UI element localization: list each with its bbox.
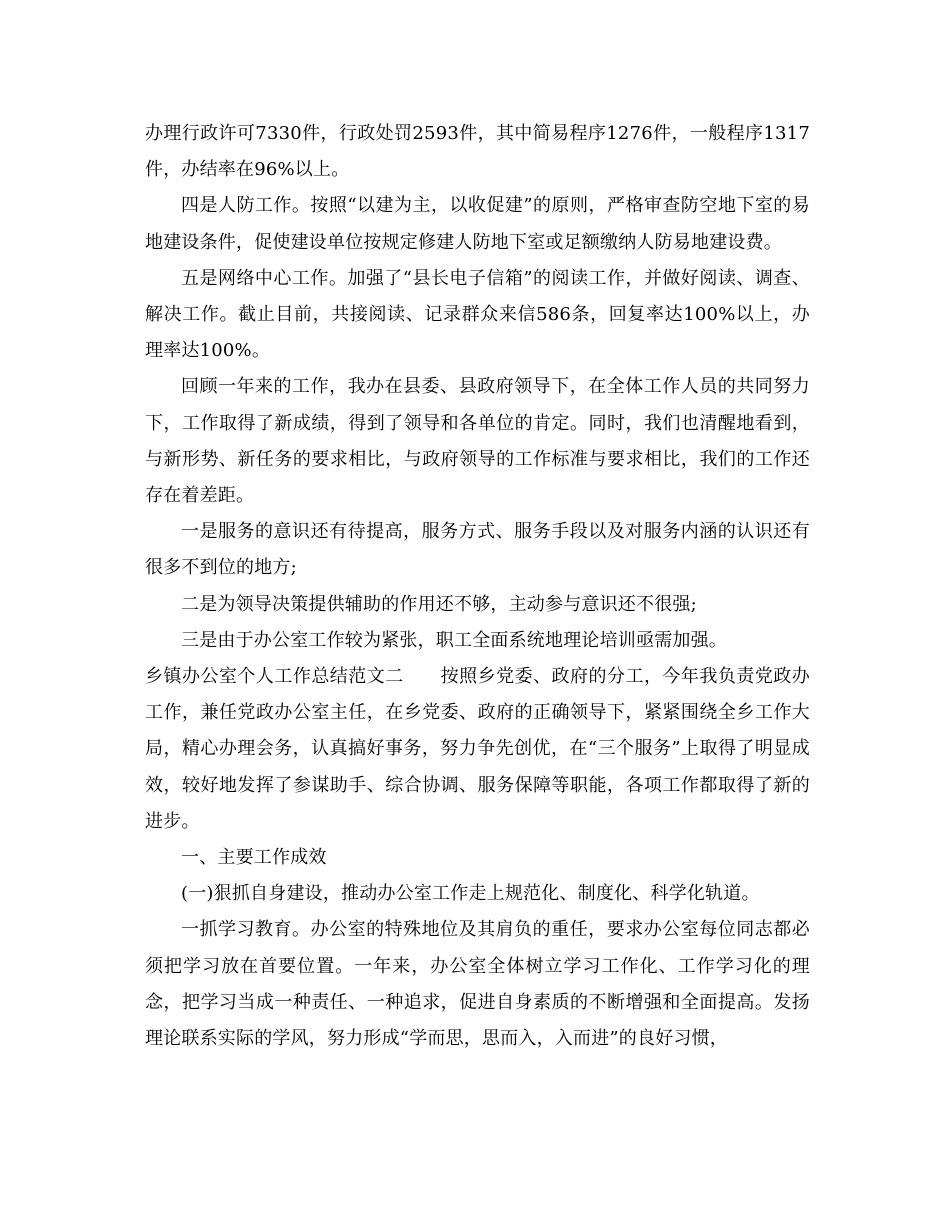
paragraph-8-section-title-and-body: 乡镇办公室个人工作总结范文二 按照乡党委、政府的分工，今年我负责党政办工作，兼任党政办公室主任，在乡党委、政府的正确领导下，紧紧围绕全乡工作大局，精心办理会务，认真搞好事务，努力争先创优，在“三个服务”上取得了明显成效，较好地发挥了参谋助手、综合协调、服务保障等职能，各项工作都取得了新的进步。	[145, 666, 810, 832]
paragraph-10-subheading: (一)狠抓自身建设，推动办公室工作走上规范化、制度化、科学化轨道。	[181, 883, 760, 905]
paragraph-9-heading: 一、主要工作成效	[181, 847, 327, 869]
paragraph-7: 三是由于办公室工作较为紧张，职工全面系统地理论培训亟需加强。	[181, 629, 727, 651]
paragraph-1: 办理行政许可7330件，行政处罚2593件，其中简易程序1276件，一般程序1317件，办结率在96%以上。	[145, 123, 810, 181]
paragraph-5: 一是服务的意识还有待提高，服务方式、服务手段以及对服务内涵的认识还有很多不到位的地方;	[145, 521, 810, 579]
document-body	[145, 116, 810, 1057]
paragraph-4: 回顾一年来的工作，我办在县委、县政府领导下，在全体工作人员的共同努力下，工作取得了新成绩，得到了领导和各单位的肯定。同时，我们也清醒地看到，与新形势、新任务的要求相比，与政府领导的工作标准与要求相比，我们的工作还存在着差距。	[145, 376, 810, 507]
paragraph-11: 一抓学习教育。办公室的特殊地位及其肩负的重任，要求办公室每位同志都必须把学习放在首要位置。一年来，办公室全体树立学习工作化、工作学习化的理念，把学习当成一种责任、一种追求，促进自身素质的不断增强和全面提高。发扬理论联系实际的学风，努力形成“学而思，思而入，入而进”的良好习惯，	[145, 919, 810, 1050]
paragraph-3: 五是网络中心工作。加强了“县长电子信箱”的阅读工作，并做好阅读、调查、解决工作。截止目前，共接阅读、记录群众来信586条，回复率达100%以上，办理率达100%。	[145, 267, 810, 362]
paragraph-6: 二是为领导决策提供辅助的作用还不够，主动参与意识还不很强;	[181, 593, 697, 615]
paragraph-2: 四是人防工作。按照“以建为主，以收促建”的原则，严格审查防空地下室的易地建设条件，促使建设单位按规定修建人防地下室或足额缴纳人防易地建设费。	[145, 195, 810, 253]
